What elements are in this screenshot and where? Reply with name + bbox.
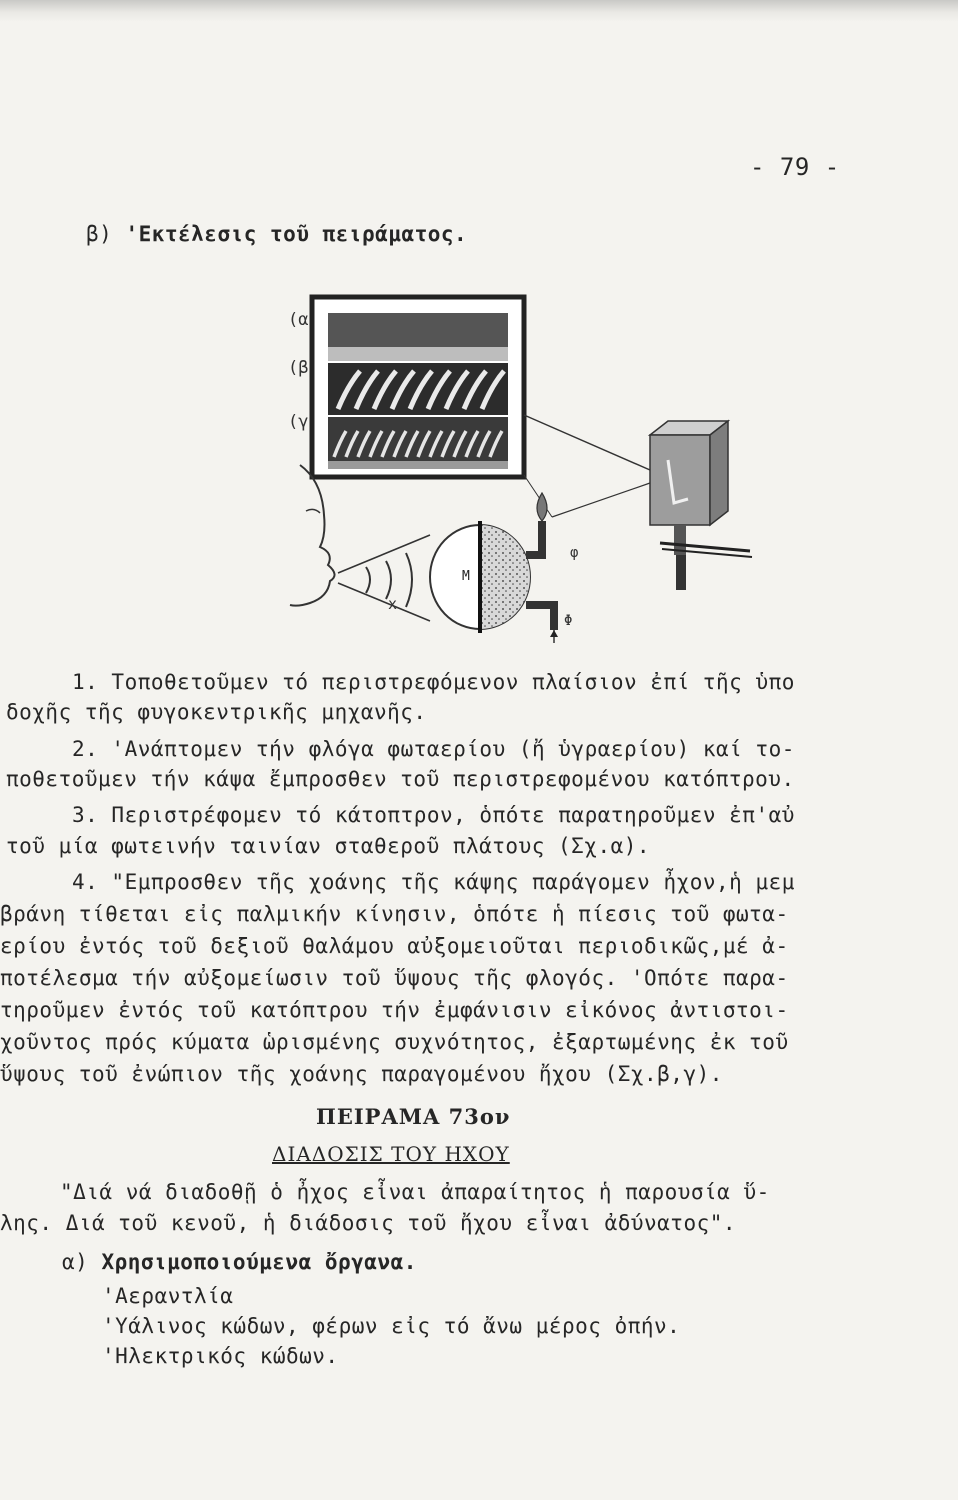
rotating-mirror-box — [650, 421, 752, 590]
manometric-capsule — [430, 521, 558, 643]
step-4-line-2: βράνη τίθεται εἰς παλμικήν κίνησιν, ὁπότε ἡ πίεσις τοῦ φωτα- — [0, 902, 789, 926]
step-4-line-5: τηροῦμεν ἐντός τοῦ κατόπτρου τήν ἐμφάνισιν εἰκόνος ἀντιστοι- — [0, 998, 789, 1022]
instrument-item: 'Ηλεκτρικός κώδων. — [102, 1344, 339, 1368]
figure-label-b: (β — [288, 358, 309, 378]
mirror-frame-panels — [312, 297, 524, 477]
panel-a-band — [328, 313, 508, 347]
funnel-outline — [338, 535, 430, 621]
step-4-line-6: χοῦντος πρός κύματα ὡρισμένης συχνότητος, ἐξαρτωμένης ἐκ τοῦ — [0, 1030, 789, 1054]
figure-label-g: (γ — [288, 412, 309, 432]
step-4-line-1: 4. "Εμπροσθεν τῆς χοάνης τῆς κάψης παράγομεν ἦχον,ἡ μεμ — [72, 870, 795, 894]
section-b-title: 'Εκτέλεσις τοῦ πειράματος. — [125, 222, 468, 246]
experiment-subtitle: ΔΙΑΔΟΣΙΣ ΤΟΥ ΗΧΟΥ — [272, 1142, 510, 1166]
section-a-title: Χρησιμοποιούμενα ὄργανα. — [101, 1250, 417, 1274]
figure-label-x: x — [388, 595, 398, 613]
step-4-line-7: ὕψους τοῦ ἐνώπιον τῆς χοάνης παραγομένου ἤχου (Σχ.β,γ). — [0, 1062, 723, 1086]
step-2-line-1: 2. 'Ανάπτομεν τήν φλόγα φωταερίου (ἤ ὑγραερίου) καί το- — [72, 737, 795, 761]
step-3-line-2: τοῦ μία φωτεινήν ταινίαν σταθεροῦ πλάτους (Σχ.α). — [6, 834, 651, 858]
step-3-line-1: 3. Περιστρέφομεν τό κάτοπτρον, ὁπότε παρατηροῦμεν ἐπ'αὐ — [72, 803, 795, 827]
section-a-label: α) — [62, 1250, 102, 1274]
figure-label-phi: φ — [570, 545, 579, 561]
face-profile-outline — [290, 465, 335, 606]
section-b-heading — [86, 222, 467, 246]
section-a-heading — [62, 1250, 417, 1274]
page-number: - 79 - — [750, 153, 840, 181]
section-b-label: β) — [86, 222, 126, 246]
step-4-line-4: ποτέλεσμα τήν αὐξομείωσιν τοῦ ὕψους τῆς φλογός. 'Οπότε παρα- — [0, 966, 789, 990]
step-2-line-2: ποθετοῦμεν τήν κάψα ἔμπροσθεν τοῦ περιστρεφομένου κατόπτρου. — [6, 767, 795, 791]
step-4-line-3: ερίου ἐντός τοῦ δεξιοῦ θαλάμου αὐξομειοῦται περιοδικῶς,μέ ἀ- — [0, 934, 789, 958]
figure-label-a: (α — [288, 310, 309, 330]
experiment-quote-line-2: λης. Διά τοῦ κενοῦ, ἡ διάδοσις τοῦ ἤχου εἶναι ἀδύνατος". — [0, 1211, 737, 1235]
experiment-title: ΠΕΙΡΑΜΑ 73ον — [316, 1104, 511, 1129]
manometric-flame-figure — [270, 285, 790, 660]
experiment-quote-line-1: "Διά νά διαδοθῇ ὁ ἦχος εἶναι ἀπαραίτητος ἡ παρουσία ὕ- — [60, 1180, 770, 1204]
instrument-item: 'Αεραντλία — [102, 1284, 234, 1308]
step-1-line-1: 1. Τοποθετοῦμεν τό περιστρεφόμενον πλαίσιον ἐπί τῆς ὑπο — [72, 670, 795, 694]
instrument-item: 'Υάλινος κώδων, φέρων εἰς τό ἄνω μέρος ὀπήν. — [102, 1314, 681, 1338]
step-1-line-2: δοχῆς τῆς φυγοκεντρικῆς μηχανῆς. — [6, 700, 427, 724]
figure-label-Phi: Φ — [564, 613, 573, 629]
figure-label-m: M — [462, 569, 470, 584]
